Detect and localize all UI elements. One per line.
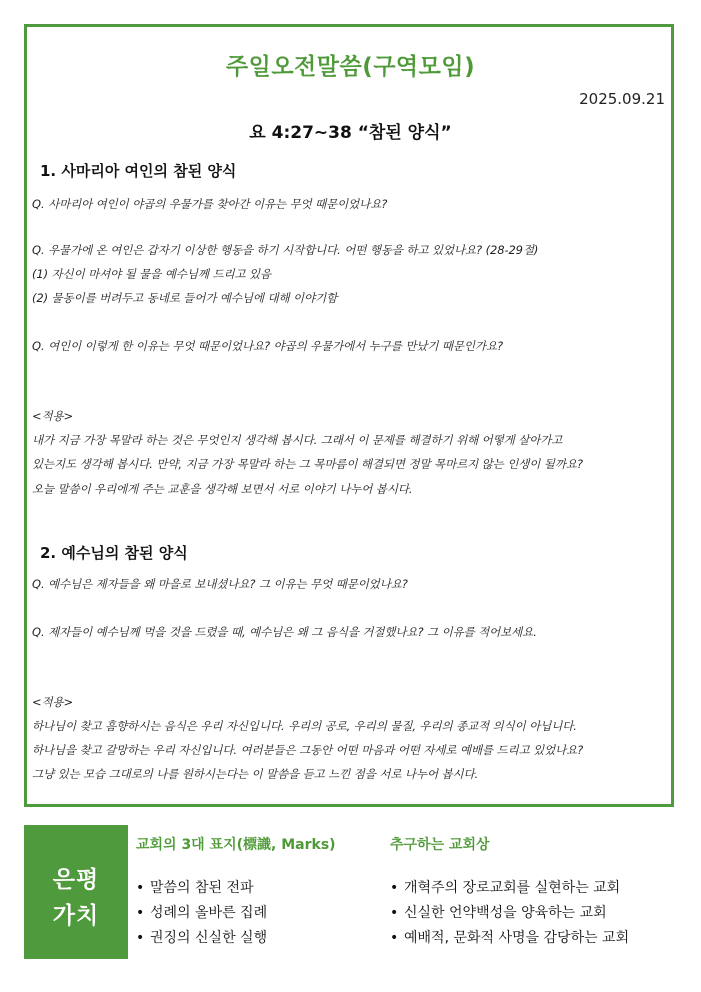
- vision-item: • 신실한 언약백성을 양육하는 교회: [390, 905, 607, 921]
- application-label: <적용>: [32, 695, 74, 709]
- application-text: 내가 지금 가장 목말라 하는 것은 무엇인지 생각해 봅시다. 그래서 이 문제를 해결하기 위해 어떻게 살아가고: [32, 433, 563, 447]
- church-vision-title: 추구하는 교회상: [390, 837, 490, 853]
- answer-line: (1) 자신이 마셔야 될 물을 예수님께 드리고 있음: [32, 267, 272, 281]
- marks-item: • 권징의 신실한 실행: [136, 930, 268, 946]
- question-line: Q. 사마리아 여인이 야곱의 우물가를 찾아간 이유는 무엇 때문이었나요?: [32, 197, 388, 211]
- bullet-icon: •: [390, 880, 399, 896]
- bullet-icon: •: [136, 905, 145, 921]
- section-1-title: 1. 사마리아 여인의 참된 양식: [40, 162, 237, 180]
- application-text: 있는지도 생각해 봅시다. 만약, 지금 가장 목말라 하는 그 목마름이 해결되면 정말 목마르지 않는 인생이 될까요?: [32, 457, 583, 471]
- badge-line-2: 가치: [52, 903, 100, 929]
- section-2-title: 2. 예수님의 참된 양식: [40, 544, 188, 562]
- question-line: Q. 여인이 이렇게 한 이유는 무엇 때문이었나요? 야곱의 우물가에서 누구를 만났기 때문인가요?: [32, 339, 503, 353]
- bullet-icon: •: [136, 930, 145, 946]
- marks-item: • 말씀의 참된 전파: [136, 880, 254, 896]
- vision-item: • 예배적, 문화적 사명을 감당하는 교회: [390, 930, 630, 946]
- application-text: 하나님이 찾고 흠향하시는 음식은 우리 자신입니다. 우리의 공로, 우리의 물질, 우리의 종교적 의식이 아닙니다.: [32, 719, 577, 733]
- answer-line: (2) 물동이를 버려두고 동네로 들어가 예수님에 대해 이야기함: [32, 291, 338, 305]
- vision-item: • 개혁주의 장로교회를 실현하는 교회: [390, 880, 621, 896]
- application-label: <적용>: [32, 409, 74, 423]
- bullet-icon: •: [390, 930, 399, 946]
- question-line: Q. 예수님은 제자들을 왜 마을로 보내셨나요? 그 이유는 무엇 때문이었나요?: [32, 577, 408, 591]
- badge-line-1: 은평: [52, 867, 100, 893]
- values-badge: [24, 825, 128, 959]
- application-text: 하나님을 찾고 갈망하는 우리 자신입니다. 여러분들은 그동안 어떤 마음과 어떤 자세로 예배를 드리고 있었나요?: [32, 743, 584, 757]
- question-line: Q. 우물가에 온 여인은 갑자기 이상한 행동을 하기 시작합니다. 어떤 행동을 하고 있었나요? (28-29절): [32, 243, 539, 257]
- bullet-icon: •: [136, 880, 145, 896]
- bullet-icon: •: [390, 905, 399, 921]
- page-title: 주일오전말씀(구역모임): [225, 54, 476, 80]
- passage-heading: 요 4:27~38 “참된 양식”: [249, 123, 452, 143]
- application-text: 그냥 있는 모습 그대로의 나를 원하시는다는 이 말씀을 듣고 느낀 점을 서로 나누어 봅시다.: [32, 767, 479, 781]
- application-text: 오늘 말씀이 우리에게 주는 교훈을 생각해 보면서 서로 이야기 나누어 봅시다.: [32, 482, 413, 496]
- date: 2025.09.21: [579, 90, 665, 108]
- question-line: Q. 제자들이 예수님께 먹을 것을 드렸을 때, 예수님은 왜 그 음식을 거절했나요? 그 이유를 적어보세요.: [32, 625, 537, 639]
- marks-title: 교회의 3대 표지(標識, Marks): [136, 837, 336, 853]
- marks-item: • 성례의 올바른 집례: [136, 905, 268, 921]
